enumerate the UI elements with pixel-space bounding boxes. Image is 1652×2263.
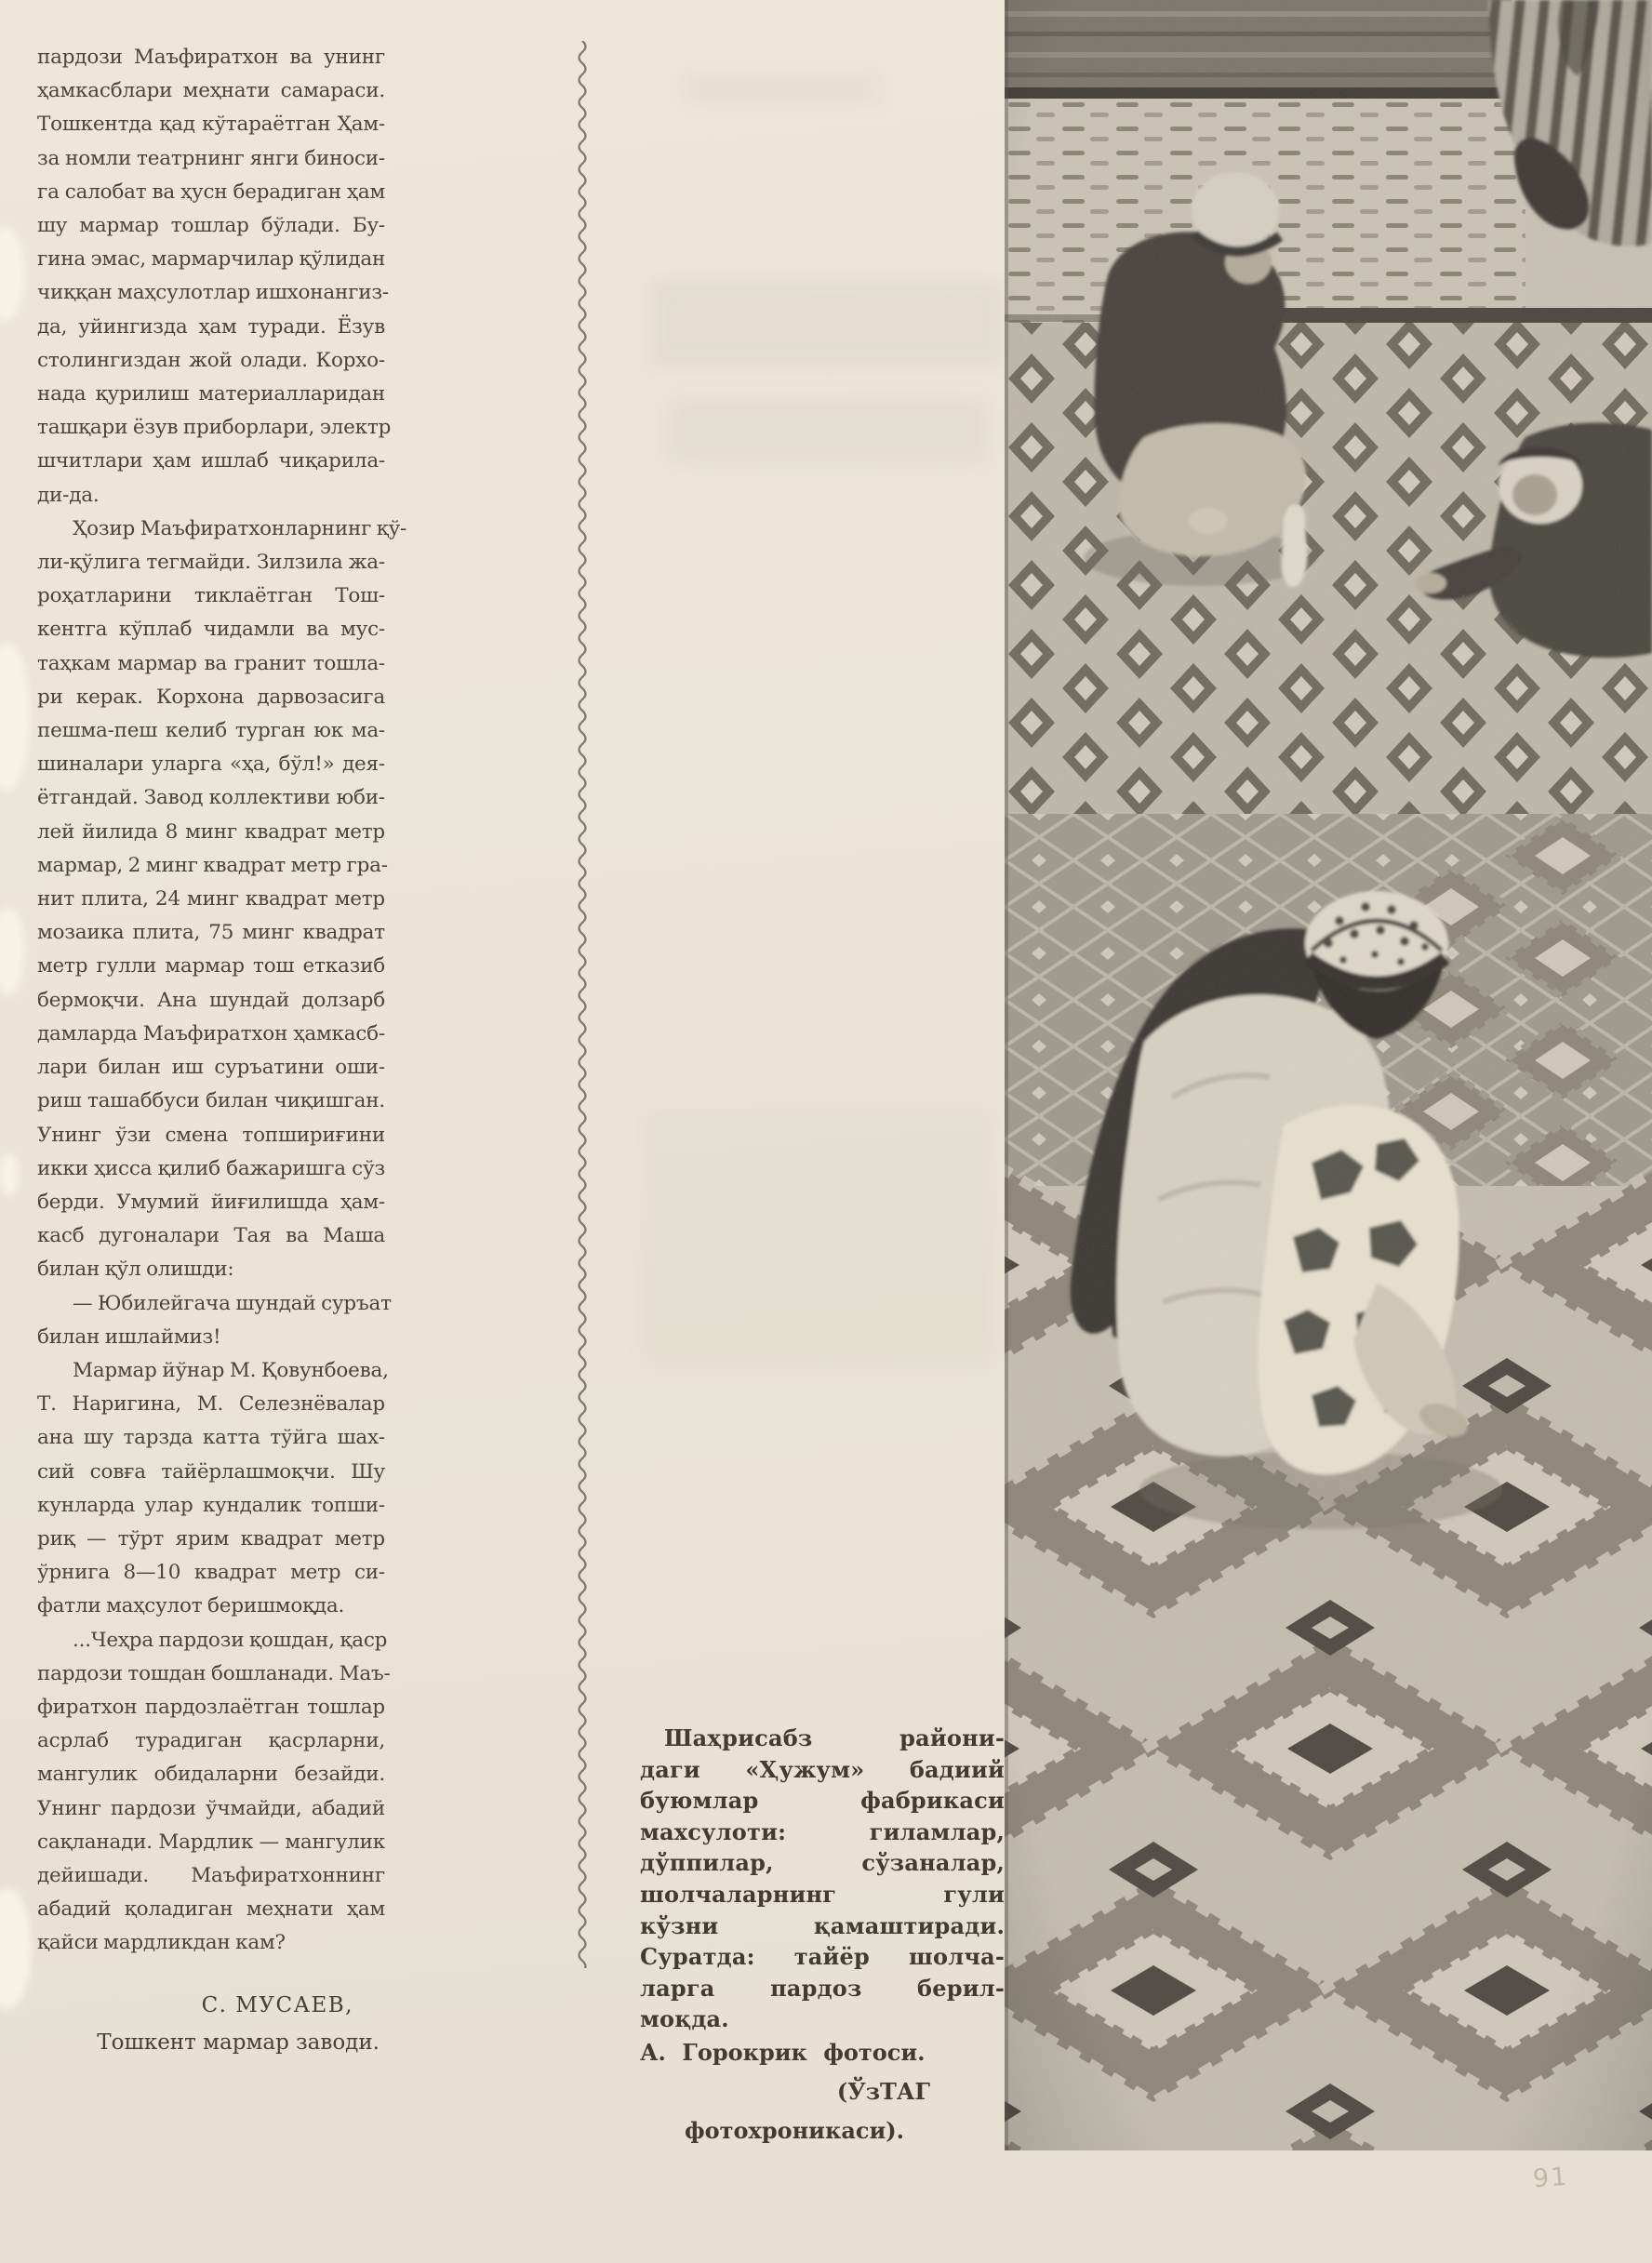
bleed-through-text <box>651 279 1005 367</box>
column-divider-wavy-rule <box>575 41 590 1968</box>
agency-text: (ЎзТАГ <box>836 2078 930 2105</box>
text-line: ри керак. Корхона дарвозасига <box>37 685 385 709</box>
text-line: қайси мардликдан кам? <box>37 1931 286 1955</box>
paragraph <box>37 1287 392 1354</box>
paper-damage <box>0 1153 19 1196</box>
page-number-mark: 91 <box>1531 2162 1570 2194</box>
text-line: ҳамкасблари меҳнати самараси. <box>37 79 385 103</box>
text-line: нада қурилиш материалларидан <box>37 382 385 406</box>
text-line: нит плита, 24 минг квадрат метр <box>37 887 385 912</box>
author-name: С. МУСАЕВ, <box>201 1993 353 2017</box>
text-line: сий совға тайёрлашмоқчи. Шу <box>37 1459 385 1484</box>
agency-text: фотохроникаси). <box>684 2117 904 2144</box>
text-line: шу мармар тошлар бўлади. Бу- <box>37 214 385 238</box>
text-line: пардози тошдан бошланади. Маъ- <box>37 1661 391 1685</box>
text-line: билан ишлаймиз! <box>37 1325 221 1349</box>
text-line: Шаҳрисабз райони- <box>664 1724 1005 1751</box>
photo-credit: А. Горокрик фотоси. <box>640 2039 926 2066</box>
text-line: икки ҳисса қилиб бажаришга сўз <box>37 1156 385 1180</box>
text-line: гина эмас, мармарчилар қўлидан <box>37 247 386 272</box>
text-line: берди. Умумий йиғилишда ҳам- <box>37 1190 385 1214</box>
photo-agency-line1 <box>640 2078 1005 2105</box>
text-line: касб дугоналари Тая ва Маша <box>37 1224 385 1248</box>
text-line: столингиздан жой олади. Корхо- <box>37 348 385 372</box>
text-line: мармар, 2 минг квадрат метр гра- <box>37 853 388 877</box>
text-line: — Юбилейгача шундай суръат <box>73 1291 392 1315</box>
text-line: кентга кўплаб чидамли ва мус- <box>37 618 385 642</box>
text-line: Унинг ўзи смена топшириғини <box>37 1123 385 1147</box>
paper-damage <box>0 1888 32 2009</box>
text-line: ли-қўлига тегмайди. Зилзила жа- <box>37 551 385 575</box>
paper-damage <box>0 907 24 995</box>
text-line: махсулоти: гиламлар, <box>640 1817 1005 1845</box>
paper-damage <box>0 228 24 321</box>
text-line: буюмлар фабрикаси <box>640 1787 1005 1815</box>
text-line: даги «Ҳужум» бадиий <box>640 1755 1005 1783</box>
photo-left-edge <box>1005 0 1008 2150</box>
text-line: да, уйингизда ҳам туради. Ёзув <box>37 314 385 339</box>
text-line: Тошкентда қад кўтараётган Ҳам- <box>37 113 385 137</box>
text-line: чиққан маҳсулотлар ишхонангиз- <box>37 281 389 305</box>
paragraph <box>37 513 407 1287</box>
text-line: ди-да. <box>37 483 100 507</box>
text-line: сақланади. Мардлик — мангулик <box>37 1830 385 1854</box>
text-line: га салобат ва ҳусн берадиган ҳам <box>37 180 385 204</box>
author-organization: Тошкент мармар заводи. <box>97 2030 380 2055</box>
text-line: моқда. <box>640 2005 729 2033</box>
text-line: роҳатларини тиклаётган Тош- <box>37 584 385 608</box>
text-line: лей йилида 8 минг квадрат метр <box>37 819 385 844</box>
text-line: дамларда Маъфиратхон ҳамкасб- <box>37 1021 385 1045</box>
text-line: мангулик обидаларни безайди. <box>37 1763 385 1787</box>
text-line: ўрнига 8—10 квадрат метр си- <box>37 1561 385 1585</box>
bleed-through-text <box>684 74 879 102</box>
text-line: за номли театрнинг янги биноси- <box>37 146 385 170</box>
bleed-through-text <box>642 1107 995 1367</box>
text-line: ларга пардоз берил- <box>640 1974 1005 2002</box>
text-line: билан қўл олишди: <box>37 1258 234 1282</box>
article-column <box>37 41 407 1961</box>
text-line: асрлаб турадиган қасрларни, <box>37 1729 385 1753</box>
photo-carpet-weavers <box>1005 0 1652 2150</box>
photo-agency-line2 <box>640 2117 1005 2144</box>
text-line: таҳкам мармар ва гранит тошла- <box>37 651 385 675</box>
article-signature <box>37 1987 385 2061</box>
text-line: мозаика плита, 75 минг квадрат <box>37 921 385 945</box>
text-line: дўппилар, сўзаналар, <box>640 1849 1005 1877</box>
bleed-through-text <box>668 398 989 463</box>
text-line: фиратхон пардозлаётган тошлар <box>37 1695 385 1719</box>
text-line: дейишади. Маъфиратхоннинг <box>37 1863 385 1887</box>
photo-vignette <box>1005 0 1652 2150</box>
paper-damage <box>0 642 30 791</box>
text-line: пардози Маъфиратхон ва унинг <box>37 46 385 69</box>
text-line: шчитлари ҳам ишлаб чиқарила- <box>37 449 385 473</box>
text-line: Т. Наригина, М. Селезнёвалар <box>37 1392 385 1417</box>
text-line: шолчаларнинг гули <box>640 1880 1005 1908</box>
text-line: кунларда улар кундалик топши- <box>37 1493 385 1517</box>
text-line: фатли маҳсулот беришмоқда. <box>37 1594 345 1618</box>
paragraph <box>37 1624 391 1961</box>
text-line: метр гулли мармар тош етказиб <box>37 954 385 978</box>
text-line: риш ташаббуси билан чиқишган. <box>37 1089 385 1113</box>
text-line: кўзни қамаштиради. <box>640 1911 1005 1939</box>
text-line: ётгандай. Завод коллективи юби- <box>37 786 385 810</box>
text-line: ...Чеҳра пардози қошдан, қаср <box>73 1628 388 1652</box>
text-line: ана шу тарзда катта тўйга шах- <box>37 1426 385 1450</box>
text-line: лари билан иш суръатини оши- <box>37 1056 385 1080</box>
text-line: риқ — тўрт ярим квадрат метр <box>37 1526 385 1551</box>
paragraph <box>37 41 392 513</box>
text-line: Мармар йўнар М. Қовунбоева, <box>73 1358 389 1382</box>
photo-illustration <box>1005 0 1652 2150</box>
text-line: Суратда: тайёр шолча- <box>640 1943 1005 1971</box>
paragraph <box>640 1723 1005 2035</box>
photo-caption <box>640 1723 1005 2035</box>
text-line: Ҳозир Маъфиратхонларнинг қў- <box>73 516 407 540</box>
text-line: абадий қоладиган меҳнати ҳам <box>37 1897 385 1922</box>
text-line: бермоқчи. Ана шундай долзарб <box>37 988 385 1012</box>
text-line: ташқари ёзув приборлари, электр <box>37 416 392 440</box>
text-line: пешма-пеш келиб турган юк ма- <box>37 719 385 743</box>
paragraph <box>37 1354 389 1624</box>
text-line: Унинг пардози ўчмайди, абадий <box>37 1796 385 1820</box>
text-line: шиналари уларга «ҳа, бўл!» дея- <box>37 752 385 777</box>
